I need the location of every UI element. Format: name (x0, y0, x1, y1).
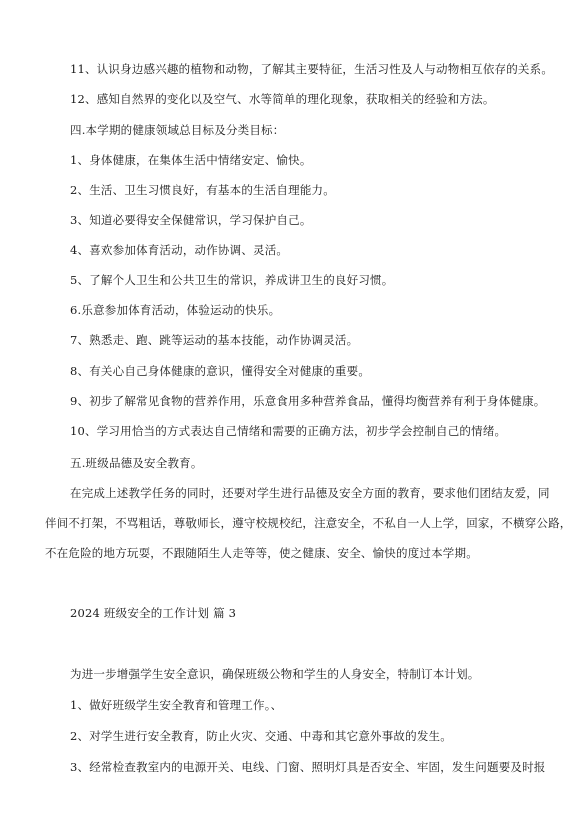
list-item: 4、喜欢参加体育活动，动作协调、灵活。 (70, 243, 289, 257)
paragraph-line: 伴间不打架，不骂粗话，尊敬师长，遵守校规校纪，注意安全，不私自一人上学，回家，不横穿公路， (45, 516, 572, 530)
list-item: 1、做好班级学生安全教育和管理工作。、 (70, 698, 283, 712)
paragraph-line: 在完成上述教学任务的同时，还要对学生进行品德及安全方面的教育，要求他们团结友爱，同 (70, 486, 550, 500)
list-item: 2、生活、卫生习惯良好，有基本的生活自理能力。 (70, 183, 335, 197)
list-item: 5、了解个人卫生和公共卫生的常识，养成讲卫生的良好习惯。 (70, 273, 394, 287)
list-item: 9、初步了解常见食物的营养作用，乐意食用多种营养食品，懂得均衡营养有利于身体健康。 (70, 394, 546, 408)
list-item: 6.乐意参加体育活动，体验运动的快乐。 (70, 303, 281, 317)
list-item: 3、经常检查教室内的电源开关、电线、门窗、照明灯具是否安全、牢固，发生问题要及时报 (70, 760, 546, 774)
paragraph-line: 不在危险的地方玩耍，不跟随陌生人走等等，使之健康、安全、愉快的度过本学期。 (45, 546, 478, 560)
list-item: 7、熟悉走、跑、跳等运动的基本技能，动作协调灵活。 (70, 333, 359, 347)
section-title: 2024 班级安全的工作计划 篇 3 (70, 606, 237, 620)
section-heading: 五.班级品德及安全教育。 (70, 456, 203, 470)
list-item: 1、身体健康，在集体生活中情绪安定、愉快。 (70, 153, 312, 167)
list-item: 2、对学生进行安全教育，防止火灾、交通、中毒和其它意外事故的发生。 (70, 729, 452, 743)
intro-paragraph: 为进一步增强学生安全意识，确保班级公物和学生的人身安全，特制订本计划。 (70, 667, 480, 681)
list-item: 12、感知自然界的变化以及空气、水等简单的理化现象，获取相关的经验和方法。 (70, 92, 495, 106)
list-item: 3、知道必要得安全保健常识，学习保护自己。 (70, 213, 312, 227)
list-item: 8、有关心自己身体健康的意识，懂得安全对健康的重要。 (70, 364, 371, 378)
section-heading: 四.本学期的健康领域总目标及分类目标： (70, 123, 285, 137)
list-item: 11、认识身边感兴趣的植物和动物，了解其主要特征，生活习性及人与动物相互依存的关系。 (70, 62, 554, 76)
list-item: 10、学习用恰当的方式表达自己情绪和需要的正确方法，初步学会控制自己的情绪。 (70, 424, 507, 438)
